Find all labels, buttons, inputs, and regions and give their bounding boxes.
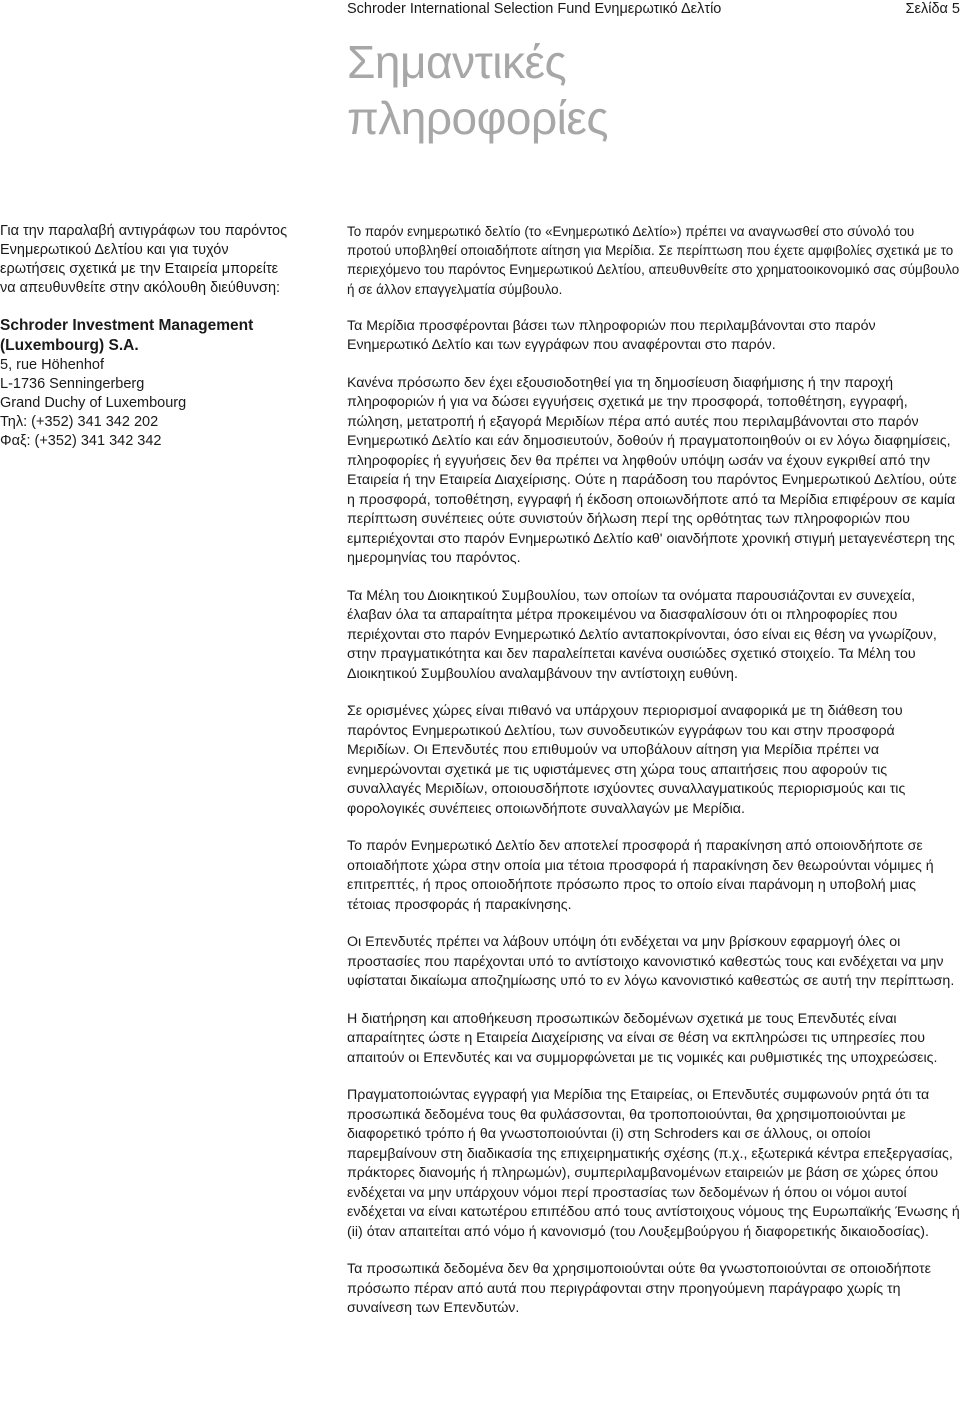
- contact-sidebar: [0, 222, 300, 451]
- spacer: [0, 298, 300, 316]
- body-paragraph: Το παρόν ενημερωτικό δελτίο (το «Ενημερωτικό Δελτίο») πρέπει να αναγνωσθεί στο σύνολό του προτού υποβληθεί οποιαδήποτε αίτηση για Μερίδια. Σε περίπτωση που έχετε αμφιβολίες σχετικά με το περιεχόμενο του παρόντος Ενημερωτικού Δελτίου, απευθυνθείτε στο χρηματοοικονομικό σας σύμβουλο ή σε άλλον επαγγελματία σύμβουλο.: [347, 224, 960, 297]
- intro-line: να απευθυνθείτε στην ακόλουθη διεύθυνση:: [0, 280, 281, 296]
- body-paragraph: Τα Μερίδια προσφέρονται βάσει των πληροφοριών που περιλαμβάνονται στο παρόν Ενημερωτικό Δελτίο και των εγγράφων που αναφέρονται στο παρόν.: [347, 317, 876, 354]
- address-line: 5, rue Höhenhof: [0, 357, 104, 373]
- page-title-line-1: Σημαντικές: [347, 36, 567, 88]
- body-paragraph: Τα προσωπικά δεδομένα δεν θα χρησιμοποιούνται ούτε θα γνωστοποιούνται σε οποιοδήποτε πρόσωπο πέραν από αυτά που περιγράφονται στην προηγούμενη παράγραφο χωρίς τη συναίνεση των Επενδυτών.: [347, 1261, 931, 1317]
- body-paragraph: Κανένα πρόσωπο δεν έχει εξουσιοδοτηθεί για τη δημοσίευση διαφήμισης ή την παροχή πληροφοριών ή για να δώσει εγγυήσεις σχετικά με την προσφορά, τοποθέτηση, εγγραφή, πώληση, μετατροπή ή εξαγορά Μεριδίων πέρα από αυτές που περιλαμβάνονται στο παρόν Ενημερωτικό Δελτίο και εάν δημοσιευτούν, δοθούν ή πραγματοποιηθούν οι εν λόγω διαφημίσεις, πληροφορίες ή εγγυήσεις δεν θα πρέπει να ληφθούν υπόψη ωσάν να έχουν εγκριθεί από την Εταιρεία ή την Εταιρεία Διαχείρισης. Ούτε η παράδοση του παρόντος Ενημερωτικού Δελτίου, ούτε η προσφορά, τοποθέτηση, εγγραφή ή έκδοση οποιωνδήποτε από τα Μερίδια επιφέρουν σε καμία περίπτωση συνέπειες ούτε συνιστούν δήλωση περί της ορθότητας των πληροφοριών που εμπεριέχονται στο παρόν Ενημερωτικό Δελτίο καθ' οιανδήποτε χρονική στιγμή μεταγενέστερη της ημερομηνίας του παρόντος.: [347, 374, 957, 567]
- page-title: [347, 34, 608, 146]
- body-paragraph: Η διατήρηση και αποθήκευση προσωπικών δεδομένων σχετικά με τους Επενδυτές είναι απαραίτητες ώστε η Εταιρεία Διαχείρισης να είναι σε θέση να εκπληρώσει τις υπηρεσίες που απαιτούν οι Επενδυτές και να συμμορφώνεται με τις νομικές και ρυθμιστικές της υποχρεώσεις.: [347, 1010, 938, 1066]
- body-paragraph: Πραγματοποιώντας εγγραφή για Μερίδια της Εταιρείας, οι Επενδυτές συμφωνούν ρητά ότι τα προσωπικά δεδομένα τους θα φυλάσσονται, θα τροποποιούνται, θα χρησιμοποιούνται με διαφορετικό τρόπο ή θα γνωστοποιούνται (i) στη Schroders και σε άλλους, οι οποίοι παρεμβαίνουν στη διαδικασία της επιχειρηματικής σχέσης (π.χ., εξωτερικά κέντρα επεξεργασίας, πράκτορες διανομής ή πληρωμών), συμπεριλαμβανομένων εταιρειών με βάση σε χώρες όπου ενδέχεται να μην υπάρχουν νόμοι περί προστασίας των δεδομένων ή όπου οι νόμοι αυτοί ενδέχεται να είναι κατωτέρου επιπέδου από τους αντίστοιχους νόμους της Ευρωπαϊκής Ένωσης ή (ii) όταν απαιτείται από νόμο ή κανονισμό (του Λουξεμβούργου ή διαφορετικής δικαιοδοσίας).: [347, 1087, 960, 1240]
- address-line: Grand Duchy of Luxembourg: [0, 395, 187, 411]
- page-header: [347, 0, 960, 24]
- running-title: Schroder International Selection Fund Ενημερωτικό Δελτίο: [347, 1, 722, 17]
- body-paragraph: Οι Επενδυτές πρέπει να λάβουν υπόψη ότι ενδέχεται να μην βρίσκουν εφαρμογή όλες οι προστασίες που παρέχονται υπό το αντίστοιχο κανονιστικό καθεστώς τους και ενδέχεται να μην υφίσταται δικαίωμα αποζημίωσης υπό το εν λόγω κανονιστικό καθεστώς σε αυτή την περίπτωση.: [347, 934, 955, 990]
- page-number: Σελίδα 5: [905, 1, 960, 17]
- intro-line: Ενημερωτικού Δελτίου και για τυχόν: [0, 242, 229, 258]
- page-title-line-2: πληροφορίες: [347, 92, 609, 144]
- body-text: [347, 222, 960, 1337]
- company-name-line: Schroder Investment Management: [0, 317, 254, 334]
- address-line: L-1736 Senningerberg: [0, 376, 145, 392]
- body-paragraph: Το παρόν Ενημερωτικό Δελτίο δεν αποτελεί προσφορά ή παρακίνηση από οποιονδήποτε σε οποιαδήποτε χώρα στην οποία μια τέτοια προσφορά ή παρακίνηση δεν θεωρούνται νόμιμες ή επιτρεπτές, ή προς οποιοδήποτε πρόσωπο προς το οποίο είναι παράνομη η υποβολή μιας τέτοιας προσφοράς ή παρακίνησης.: [347, 838, 934, 913]
- intro-line: ερωτήσεις σχετικά με την Εταιρεία μπορείτε: [0, 261, 279, 277]
- body-paragraph: Τα Μέλη του Διοικητικού Συμβουλίου, των οποίων τα ονόματα παρουσιάζονται εν συνεχεία, έλαβαν όλα τα απαραίτητα μέτρα προκειμένου να διασφαλίσουν ότι οι πληροφορίες που περιέχονται στο παρόν Ενημερωτικό Δελτίο ανταποκρίνονται, όσο είναι εις θέση να γνωρίζουν, στην πραγματικότητα και δεν παραλείπεται κανένα ουσιώδες σχετικό στοιχείο. Τα Μέλη του Διοικητικού Συμβουλίου αναλαμβάνουν την αντίστοιχη ευθύνη.: [347, 587, 937, 682]
- intro-line: Για την παραλαβή αντιγράφων του παρόντος: [0, 223, 288, 239]
- phone-line: Τηλ: (+352) 341 342 202: [0, 414, 159, 430]
- company-name-line: (Luxembourg) S.A.: [0, 337, 139, 354]
- fax-line: Φαξ: (+352) 341 342 342: [0, 433, 162, 449]
- body-paragraph: Σε ορισμένες χώρες είναι πιθανό να υπάρχουν περιορισμοί αναφορικά με τη διάθεση του παρόντος Ενημερωτικού Δελτίου, των συνοδευτικών εγγράφων του και στην προσφορά Μεριδίων. Οι Επενδυτές που επιθυμούν να υποβάλουν αίτηση για Μερίδια πρέπει να ενημερώνονται σχετικά με τις υφιστάμενες στη χώρα τους απαιτήσεις που αφορούν τις συναλλαγές Μεριδίων, οποιουσδήποτε ισχύοντες συναλλαγματικούς περιορισμούς και τις φορολογικές συνέπειες οποιωνδήποτε συναλλαγών με Μερίδια.: [347, 703, 906, 817]
